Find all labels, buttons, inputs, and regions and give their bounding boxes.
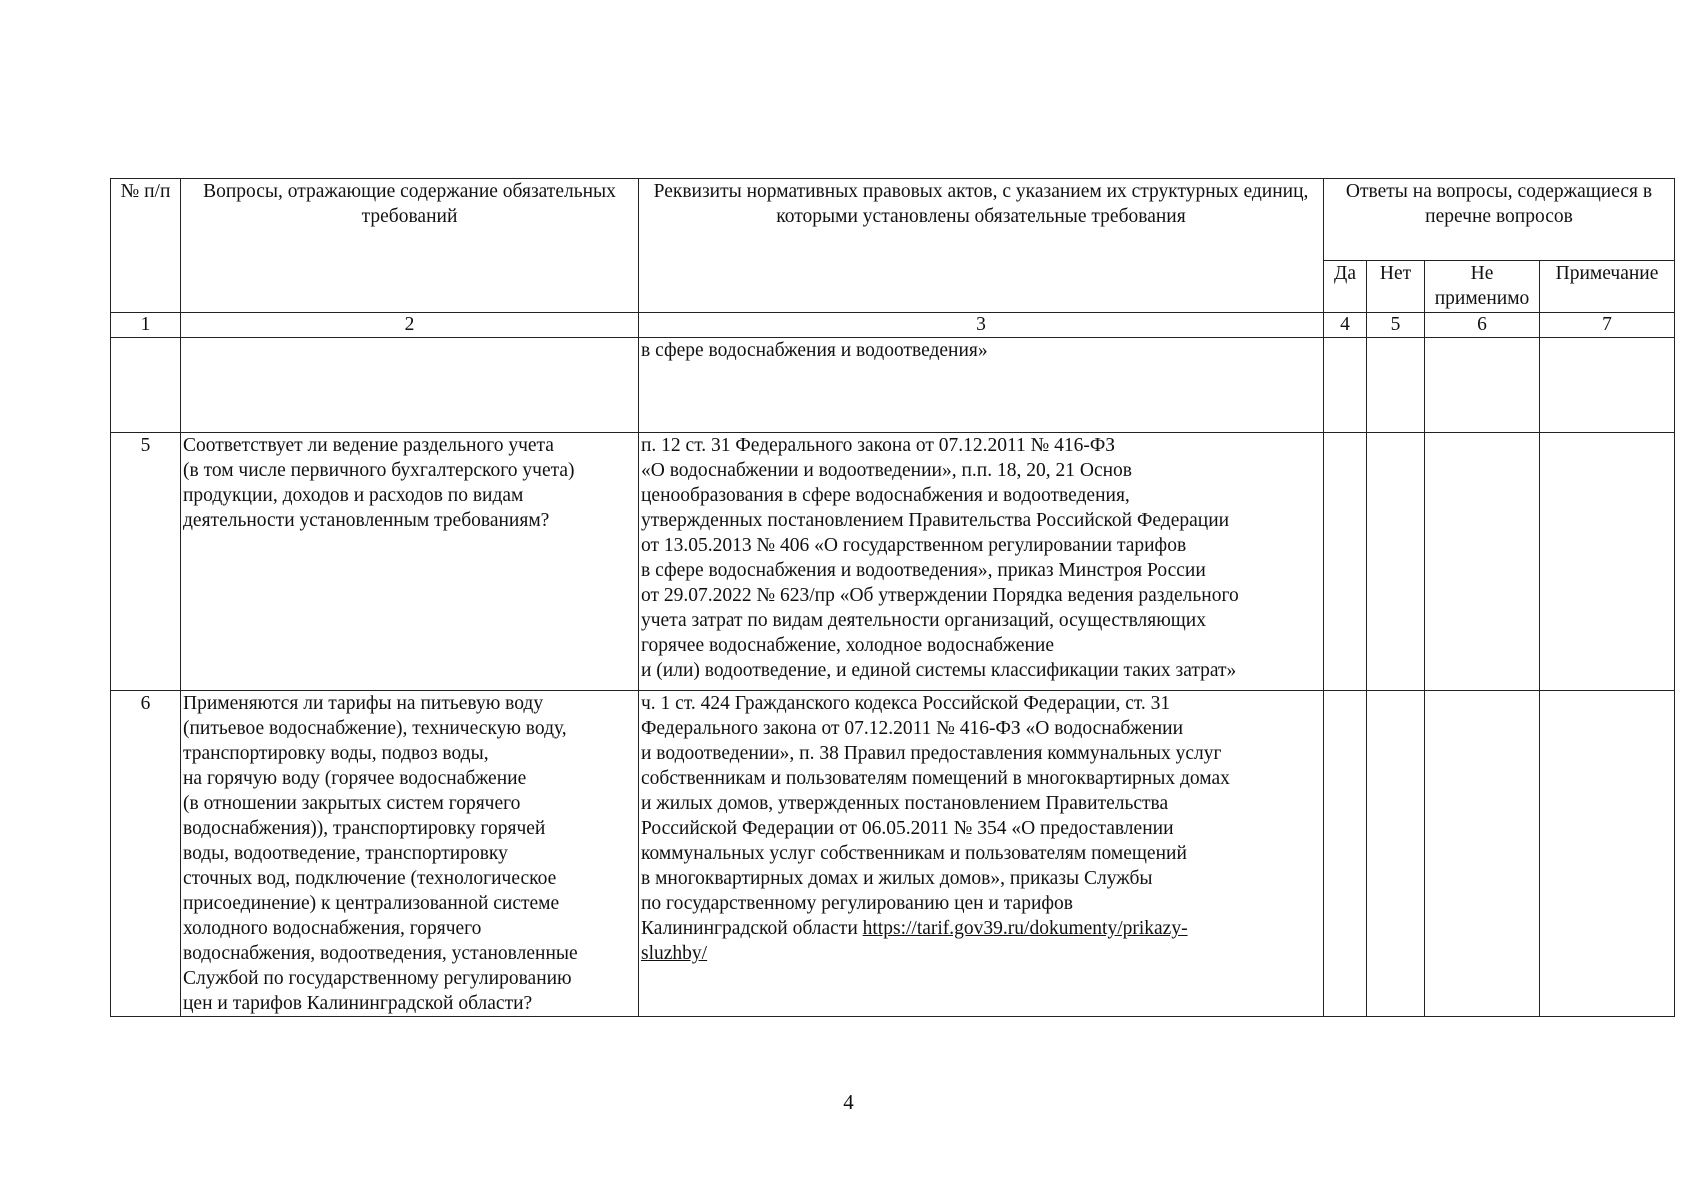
requisites-line: п. 12 ст. 31 Федерального закона от 07.12.2011 № 416-ФЗ xyxy=(641,435,1116,456)
requisites-line: в многоквартирных домах и жилых домов», приказы Службы xyxy=(641,868,1153,889)
answer-no-cell[interactable] xyxy=(1367,433,1425,691)
requisites-line: ценообразования в сфере водоснабжения и водоотведения, xyxy=(641,485,1130,506)
note-cell[interactable] xyxy=(1540,691,1675,1017)
requisites-line xyxy=(641,941,1321,966)
question-line: продукции, доходов и расходов по видам xyxy=(183,485,524,506)
question-line: на горячую воду (горячее водоснабжение xyxy=(183,768,527,789)
table-row xyxy=(111,433,1675,691)
requisites-link-prefix: Калининградской области xyxy=(641,918,863,939)
table-row xyxy=(111,338,1675,433)
question-line: Службой по государственному регулированию xyxy=(183,968,572,989)
row-question xyxy=(181,691,639,1017)
column-number: 3 xyxy=(639,313,1324,338)
requisites-line: в сфере водоснабжения и водоотведения», приказ Минстроя России xyxy=(641,560,1206,581)
column-numbers-row xyxy=(111,313,1675,338)
row-requisites xyxy=(639,691,1324,1017)
requisites-line: от 13.05.2013 № 406 «О государственном регулировании тарифов xyxy=(641,535,1187,556)
row-requisites xyxy=(639,433,1324,691)
requisites-line: ч. 1 ст. 424 Гражданского кодекса Российской Федерации, ст. 31 xyxy=(641,693,1171,714)
tarif-link-continuation[interactable]: sluzhby/ xyxy=(641,943,708,964)
row-number xyxy=(111,338,181,433)
question-line: присоединение) к централизованной системе xyxy=(183,893,560,914)
header-no: Нет xyxy=(1367,261,1425,313)
answer-yes-cell[interactable] xyxy=(1324,338,1367,433)
column-number: 6 xyxy=(1425,313,1540,338)
requisites-line: в сфере водоснабжения и водоотведения» xyxy=(641,340,988,361)
question-line: Соответствует ли ведение раздельного учета xyxy=(183,435,554,456)
question-line: деятельности установленным требованиям? xyxy=(183,510,550,531)
header-not-applicable: Не применимо xyxy=(1425,261,1540,313)
row-requisites xyxy=(639,338,1324,433)
header-requisites: Реквизиты нормативных правовых актов, с указанием их структурных единиц, которыми установлены обязательные требования xyxy=(639,179,1324,313)
answer-yes-cell[interactable] xyxy=(1324,691,1367,1017)
question-line: (питьевое водоснабжение), техническую воду, xyxy=(183,718,567,739)
requisites-line: горячее водоснабжение, холодное водоснабжение xyxy=(641,635,1055,656)
row-question xyxy=(181,433,639,691)
answer-not-applicable-cell[interactable] xyxy=(1425,338,1540,433)
column-number: 5 xyxy=(1367,313,1425,338)
requisites-line xyxy=(641,916,1321,941)
table-row xyxy=(111,691,1675,1017)
header-answers: Ответы на вопросы, содержащиеся в перечне вопросов xyxy=(1324,179,1675,261)
column-number: 4 xyxy=(1324,313,1367,338)
requisites-line: «О водоснабжении и водоотведении», п.п. 18, 20, 21 Основ xyxy=(641,460,1132,481)
requisites-line: и жилых домов, утвержденных постановлением Правительства xyxy=(641,793,1169,814)
answer-not-applicable-cell[interactable] xyxy=(1425,691,1540,1017)
tarif-link[interactable]: https://tarif.gov39.ru/dokumenty/prikazy- xyxy=(862,918,1188,939)
requirements-table xyxy=(110,178,1675,1017)
requisites-line: коммунальных услуг собственникам и пользователям помещений xyxy=(641,843,1187,864)
note-cell[interactable] xyxy=(1540,338,1675,433)
header-yes: Да xyxy=(1324,261,1367,313)
header-number: № п/п xyxy=(111,179,181,313)
question-line: водоснабжения)), транспортировку горячей xyxy=(183,818,546,839)
requisites-line: Российской Федерации от 06.05.2011 № 354 «О предоставлении xyxy=(641,818,1174,839)
row-question xyxy=(181,338,639,433)
question-line: цен и тарифов Калининградской области? xyxy=(183,993,533,1014)
question-line: сточных вод, подключение (технологическое xyxy=(183,868,557,889)
answer-no-cell[interactable] xyxy=(1367,338,1425,433)
question-line: Применяются ли тарифы на питьевую воду xyxy=(183,693,544,714)
requisites-line: учета затрат по видам деятельности организаций, осуществляющих xyxy=(641,610,1206,631)
answer-yes-cell[interactable] xyxy=(1324,433,1367,691)
requisites-line: собственникам и пользователям помещений в многоквартирных домах xyxy=(641,768,1230,789)
answer-not-applicable-cell[interactable] xyxy=(1425,433,1540,691)
requisites-line: и (или) водоотведение, и единой системы классификации таких затрат» xyxy=(641,660,1237,681)
requisites-line: Федерального закона от 07.12.2011 № 416-ФЗ «О водоснабжении xyxy=(641,718,1184,739)
row-number: 5 xyxy=(111,433,181,691)
column-number: 2 xyxy=(181,313,639,338)
answer-no-cell[interactable] xyxy=(1367,691,1425,1017)
requisites-line: и водоотведении», п. 38 Правил предоставления коммунальных услуг xyxy=(641,743,1222,764)
note-cell[interactable] xyxy=(1540,433,1675,691)
question-line: (в том числе первичного бухгалтерского учета) xyxy=(183,460,575,481)
question-line: водоснабжения, водоотведения, установленные xyxy=(183,943,578,964)
row-number: 6 xyxy=(111,691,181,1017)
question-line: (в отношении закрытых систем горячего xyxy=(183,793,521,814)
page-number: 4 xyxy=(843,1090,854,1114)
column-number: 1 xyxy=(111,313,181,338)
requisites-line: от 29.07.2022 № 623/пр «Об утверждении Порядка ведения раздельного xyxy=(641,585,1239,606)
header-note: Примечание xyxy=(1540,261,1675,313)
requisites-line: по государственному регулированию цен и тарифов xyxy=(641,893,1073,914)
question-line: холодного водоснабжения, горячего xyxy=(183,918,482,939)
question-line: воды, водоотведение, транспортировку xyxy=(183,843,508,864)
header-row xyxy=(111,179,1675,261)
question-line: транспортировку воды, подвоз воды, xyxy=(183,743,489,764)
requisites-line: утвержденных постановлением Правительства Российской Федерации xyxy=(641,510,1230,531)
column-number: 7 xyxy=(1540,313,1675,338)
header-questions: Вопросы, отражающие содержание обязательных требований xyxy=(181,179,639,313)
